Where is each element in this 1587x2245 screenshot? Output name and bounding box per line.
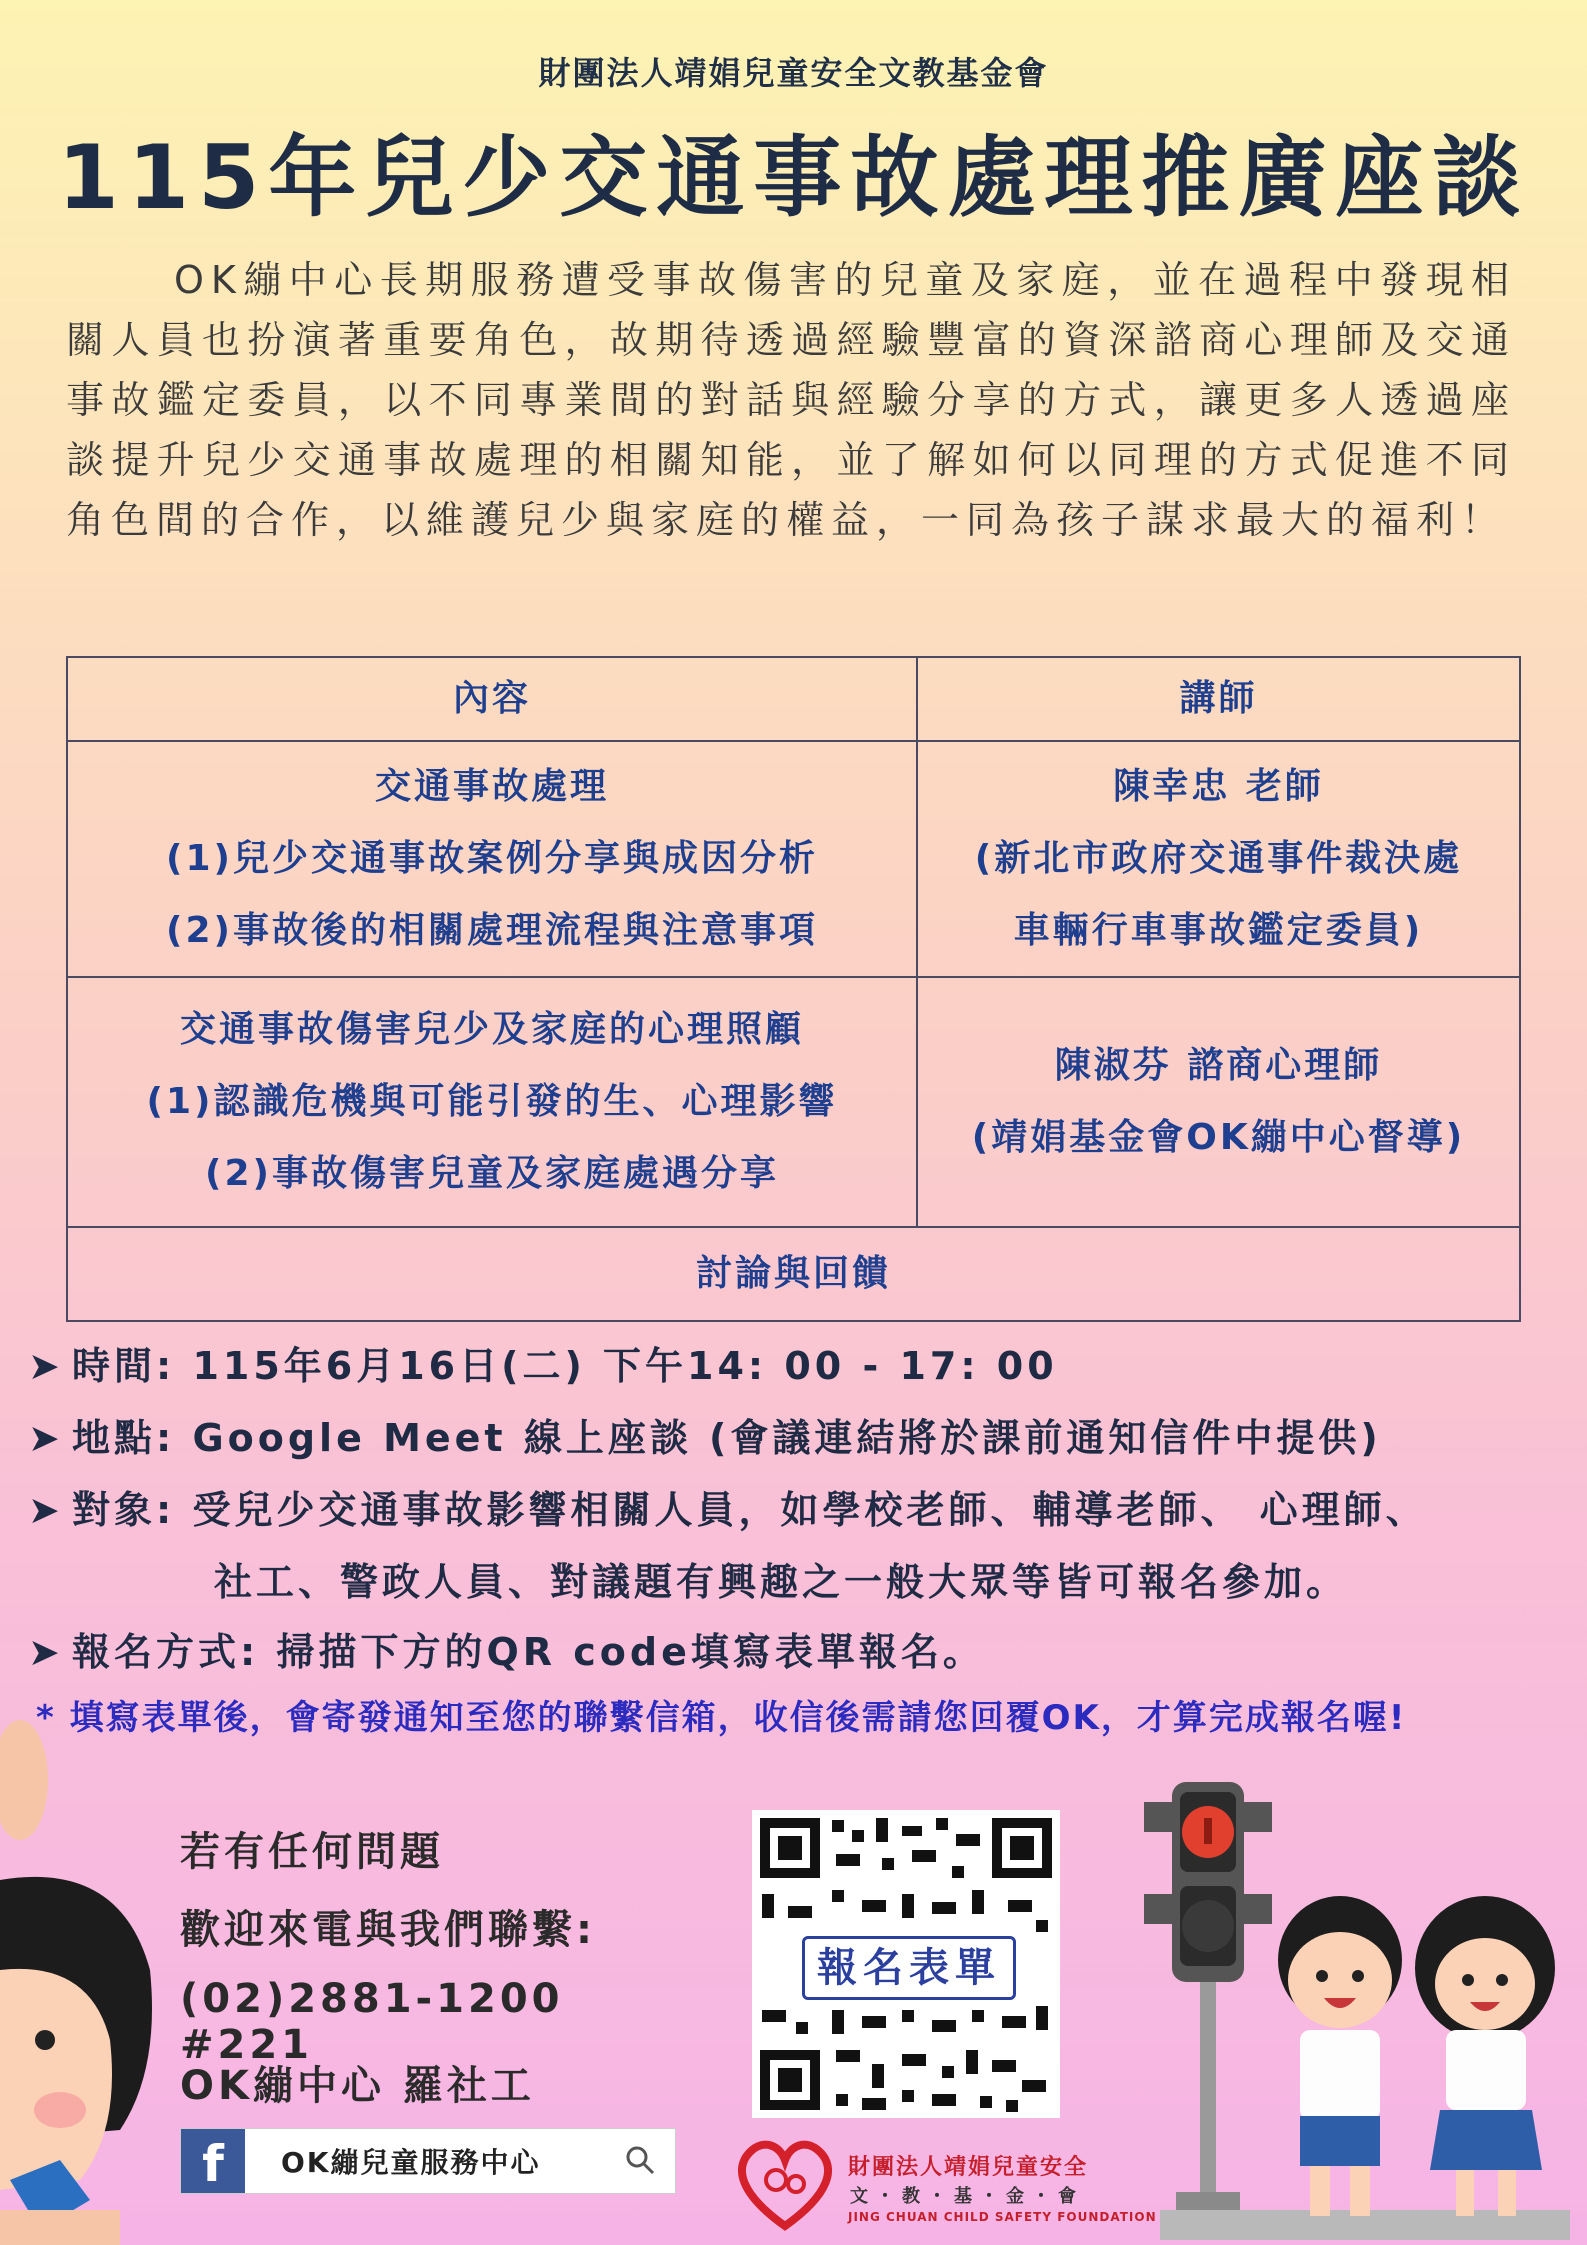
intro-paragraph	[66, 250, 1516, 550]
table-header-row	[67, 657, 1520, 741]
arrow-icon: ➤	[28, 1488, 64, 1532]
facebook-page-name: OK繃兒童服務中心	[281, 2146, 541, 2179]
row2-content-item1: (1)認識危機與可能引發的生、心理影響	[146, 1081, 838, 1122]
foundation-english-name: JING CHUAN CHILD SAFETY FOUNDATION	[848, 2210, 1157, 2224]
arrow-icon: ➤	[28, 1416, 64, 1460]
table-row	[67, 977, 1520, 1227]
row1-content	[67, 741, 917, 977]
header-content: 內容	[67, 657, 917, 741]
schedule-table	[66, 656, 1521, 1322]
qr-code[interactable]	[752, 1810, 1060, 2118]
signup-value: 掃描下方的QR code填寫表單報名。	[276, 1630, 985, 1674]
contact-question: 若有任何問題	[180, 1829, 444, 1875]
row2-speaker-name: 陳淑芬 諮商心理師	[1054, 1045, 1383, 1086]
foundation-name: 財團法人靖娟兒童安全	[848, 2155, 1089, 2180]
row2-content	[67, 977, 917, 1227]
row1-speaker-title2: 車輛行車事故鑑定委員)	[1013, 910, 1424, 951]
signup-label: 報名方式:	[72, 1630, 260, 1674]
time-label: 時間:	[72, 1344, 176, 1388]
time-value: 115年6月16日(二) 下午14: 00 - 17: 00	[192, 1344, 1058, 1388]
facebook-icon: f	[181, 2129, 245, 2193]
contact-invite: 歡迎來電與我們聯繫:	[180, 1907, 596, 1953]
signup-notice: * 填寫表單後，會寄發通知至您的聯繫信箱，收信後需請您回覆OK，才算完成報名喔!	[36, 1698, 1407, 1738]
target-label: 對象:	[72, 1488, 176, 1532]
row1-speaker-name: 陳幸忠 老師	[1113, 766, 1324, 807]
row2-content-item2: (2)事故傷害兒童及家庭處遇分享	[205, 1153, 779, 1194]
discussion-cell: 討論與回饋	[67, 1227, 1520, 1321]
girl-thumbs-up-illustration	[0, 1710, 170, 2245]
row2-speaker-title: (靖娟基金會OK繃中心督導)	[971, 1117, 1466, 1158]
table-row	[67, 741, 1520, 977]
row1-content-item2: (2)事故後的相關處理流程與注意事項	[166, 910, 818, 951]
arrow-icon: ➤	[28, 1630, 64, 1674]
table-footer-row	[67, 1227, 1520, 1321]
intro-text: OK繃中心長期服務遭受事故傷害的兒童及家庭，並在過程中發現相關人員也扮演著重要角色，故期待透過經驗豐富的資深諮商心理師及交通事故鑑定委員，以不同專業間的對話與經驗分享的方式，讓更多人透過座談提升兒少交通事故處理的相關知能，並了解如何以同理的方式促進不同角色間的合作，以維護兒少與家庭的權益，一同為孩子謀求最大的福利！	[66, 258, 1516, 542]
students-illustration	[1260, 1880, 1570, 2230]
info-place	[28, 1408, 1568, 1468]
contact-person: OK繃中心 羅社工	[180, 2063, 535, 2109]
info-target	[28, 1480, 1568, 1612]
foundation-heart-logo	[730, 2134, 840, 2234]
info-signup	[28, 1622, 1568, 1682]
row2-speaker	[917, 977, 1520, 1227]
facebook-page-bar[interactable]	[180, 2128, 676, 2194]
row1-content-item1: (1)兒少交通事故案例分享與成因分析	[166, 838, 818, 879]
target-value-1: 受兒少交通事故影響相關人員，如學校老師、輔導老師、 心理師、	[192, 1488, 1428, 1532]
arrow-icon: ➤	[28, 1344, 64, 1388]
row2-content-title: 交通事故傷害兒少及家庭的心理照顧	[179, 1009, 804, 1050]
contact-phone[interactable]: (02)2881-1200 #221	[180, 1976, 564, 2068]
info-time	[28, 1336, 1568, 1396]
boy-student	[1278, 1896, 1402, 2216]
target-value-2: 社工、警政人員、對議題有興趣之一般大眾等皆可報名參加。	[214, 1560, 1349, 1604]
row1-speaker-title1: (新北市政府交通事件裁決處	[974, 838, 1463, 879]
header-speaker: 講師	[917, 657, 1520, 741]
qr-label: 報名表單	[802, 1936, 1016, 2000]
row1-content-title: 交通事故處理	[374, 766, 609, 807]
organization-name: 財團法人靖娟兒童安全文教基金會	[538, 54, 1049, 92]
foundation-subtitle: 文・教・基・金・會	[850, 2186, 1084, 2207]
search-icon[interactable]	[623, 2143, 657, 2177]
girl-student	[1415, 1896, 1555, 2216]
row1-speaker	[917, 741, 1520, 977]
page-title: 115年兒少交通事故處理推廣座談	[57, 126, 1530, 229]
place-label: 地點:	[72, 1416, 176, 1460]
place-value: Google Meet 線上座談 (會議連結將於課前通知信件中提供)	[192, 1416, 1382, 1460]
